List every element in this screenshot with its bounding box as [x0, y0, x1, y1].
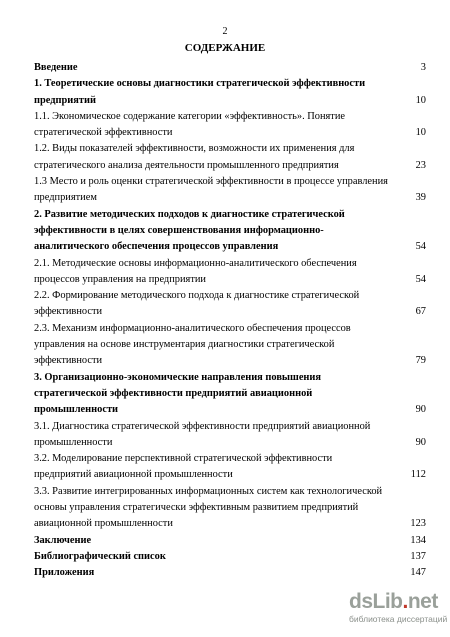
toc-entry-text: 1.2. Виды показателей эффективности, возможности их применения для стратегического анализа деятельности промышленного предприятия [34, 143, 355, 171]
toc-entry-section-3-2[interactable] [34, 451, 426, 484]
toc-entry-section-3-1[interactable] [34, 419, 426, 452]
toc-entry-page: 3 [420, 62, 426, 73]
toc-entry-page: 67 [415, 306, 426, 318]
toc-entry-section-1-2[interactable] [34, 141, 426, 174]
toc-entry-text: Приложения [34, 567, 95, 579]
toc-entry-text: 3.1. Диагностика стратегической эффективности предприятий авиационной промышленности [34, 420, 371, 448]
toc-entry-text: 3.2. Моделирование перспективной стратегической эффективности предприятий авиационной промышленности [34, 453, 333, 481]
toc-entry-page: 10 [415, 127, 426, 139]
toc-entry-text: 2.1. Методические основы информационно-аналитического обеспечения процессов управления на предприятии [34, 257, 357, 285]
toc-entry-chapter-2[interactable] [34, 207, 426, 256]
toc-entry-page: 23 [415, 159, 426, 171]
toc-entry-section-1-3[interactable] [34, 174, 426, 207]
page-number: 2 [222, 26, 228, 37]
toc-entry-page: 10 [415, 94, 426, 106]
toc-entry-chapter-1[interactable] [34, 76, 426, 109]
toc-entry-section-1-1[interactable] [34, 109, 426, 142]
toc-entry-bibliography[interactable] [34, 549, 426, 565]
toc-entry-page: 123 [410, 518, 426, 530]
dslib-logo: dsLib.net [349, 590, 438, 613]
toc-entry-text: 1.1. Экономическое содержание категории «эффективность». Понятие стратегической эффективности [34, 110, 346, 139]
toc-entry-text: 2.2. Формирование методического подхода к диагностике стратегической эффективности [34, 290, 360, 318]
toc-entry-text: 3. Организационно-экономические направления повышения стратегической эффективности предприятий авиационной промышленности [34, 371, 322, 416]
toc-entry-section-2-3[interactable] [34, 321, 426, 370]
toc-entry-text: 3.3. Развитие интегрированных информационных систем как технологической основы управления стратегически эффективным развитием предприятий авиационной промышленности [34, 485, 383, 530]
toc-entry-page: 134 [410, 534, 426, 546]
toc-entry-section-3-3[interactable] [34, 484, 426, 533]
table-of-contents [34, 60, 426, 582]
toc-entry-text: 1. Теоретические основы диагностики стратегической эффективности предприятий [34, 78, 366, 106]
toc-entry-page: 39 [415, 192, 426, 204]
toc-entry-page: 147 [410, 567, 426, 579]
toc-entry-page: 137 [410, 550, 426, 562]
toc-entry-text: Заключение [34, 534, 92, 546]
toc-entry-section-2-2[interactable] [34, 288, 426, 321]
toc-entry-conclusion[interactable] [34, 533, 426, 549]
toc-entry-page: 79 [415, 355, 426, 367]
toc-entry-text: 2.3. Механизм информационно-аналитического обеспечения процессов управления на основе инструментария диагностики стратегической эффективности [34, 322, 351, 367]
dslib-subtitle: библиотека диссертаций [349, 614, 448, 624]
toc-entry-appendices[interactable] [34, 565, 426, 581]
toc-entry-page: 54 [415, 273, 426, 285]
toc-title: СОДЕРЖАНИЕ [184, 42, 266, 54]
toc-entry-introduction[interactable] [34, 60, 426, 76]
toc-entry-section-2-1[interactable] [34, 256, 426, 289]
toc-entry-page: 54 [415, 241, 426, 253]
toc-entry-text: Введение [34, 62, 78, 73]
toc-entry-page: 90 [415, 436, 426, 448]
toc-entry-text: Библиографический список [34, 550, 166, 562]
dslib-watermark[interactable] [349, 590, 448, 632]
toc-entry-page: 90 [415, 404, 426, 416]
toc-entry-text: 2. Развитие методических подходов к диагностике стратегической эффективности в целях совершенствования информационно-аналитического обеспечения процессов управления [34, 208, 345, 253]
toc-entry-text: 1.3 Место и роль оценки стратегической эффективности в процессе управления предприятием [34, 176, 388, 204]
toc-entry-page: 112 [410, 469, 426, 481]
toc-entry-chapter-3[interactable] [34, 370, 426, 419]
